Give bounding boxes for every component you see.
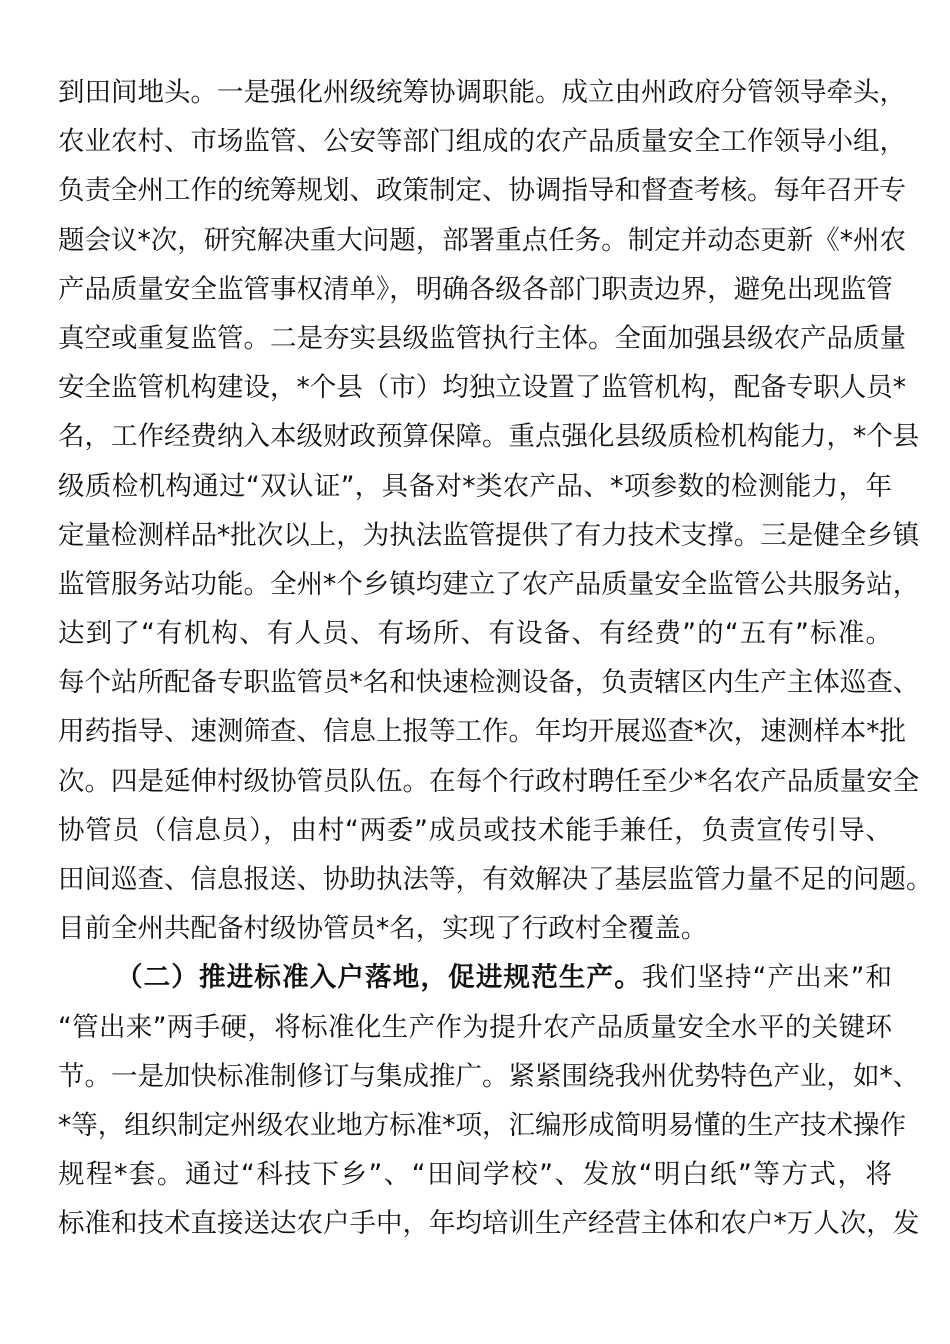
document-body [58,68,933,1249]
text-line: 节。一是加快标准制修订与集成推广。紧紧围绕我州优势特色产业，如*、 [58,1060,920,1092]
text-line: 负责全州工作的统筹规划、政策制定、协调指导和督查考核。每年召开专 [58,175,906,207]
text-line: 用药指导、速测筛查、信息上报等工作。年均开展巡查*次，速测样本*批 [58,716,906,748]
text-line: 安全监管机构建设，*个县（市）均独立设置了监管机构，配备专职人员* [58,372,906,404]
text-line: 次。四是延伸村级协管员队伍。在每个行政村聘任至少*名农产品质量安全 [58,765,920,797]
text-line: 名，工作经费纳入本级财政预算保障。重点强化县级质检机构能力，*个县 [58,421,920,453]
section-heading-line [58,953,892,1002]
section-heading: （二）推进标准入户落地，促进规范生产。 [116,962,642,994]
text-line: 产品质量安全监管事权清单》，明确各级各部门职责边界，避免出现监管 [58,273,893,305]
text-line: 协管员（信息员），由村“两委”成员或技术能手兼任，负责宣传引导、 [58,814,892,846]
text-line: 每个站所配备专职监管员*名和快速检测设备，负责辖区内生产主体巡查、 [58,667,920,699]
text-line: 到田间地头。一是强化州级统筹协调职能。成立由州政府分管领导牵头， [58,77,906,108]
text-line: 目前全州共配备村级协管员*名，实现了行政村全覆盖。 [58,913,708,945]
text-line: 农业农村、市场监管、公安等部门组成的农产品质量安全工作领导小组， [58,126,906,158]
text-line: “管出来”两手硬，将标准化生产作为提升农产品质量安全水平的关键环 [58,1011,892,1043]
text-line: 定量检测样品*批次以上，为执法监管提供了有力技术支撑。三是健全乡镇 [58,519,920,551]
text-line: 真空或重复监管。二是夯实县级监管执行主体。全面加强县级农产品质量 [58,322,906,354]
text-line: 级质检机构通过“双认证”，具备对*类农产品、*项参数的检测能力，年 [58,470,892,502]
heading-line-text: 我们坚持“产出来”和 [641,962,892,994]
text-line: 标准和技术直接送达农户手中，年均培训生产经营主体和农户*万人次，发 [58,1208,920,1240]
text-line: 规程*套。通过“科技下乡”、“田间学校”、发放“明白纸”等方式，将 [58,1159,892,1191]
text-line: *等，组织制定州级农业地方标准*项，汇编形成简明易懂的生产技术操作 [58,1109,906,1141]
text-line: 监管服务站功能。全州*个乡镇均建立了农产品质量安全监管公共服务站， [58,568,920,600]
text-line: 题会议*次，研究解决重大问题，部署重点任务。制定并动态更新《*州农 [58,224,906,256]
text-line: 田间巡查、信息报送、协助执法等，有效解决了基层监管力量不足的问题。 [58,864,933,895]
text-line: 达到了“有机构、有人员、有场所、有设备、有经费”的“五有”标准。 [58,618,892,650]
